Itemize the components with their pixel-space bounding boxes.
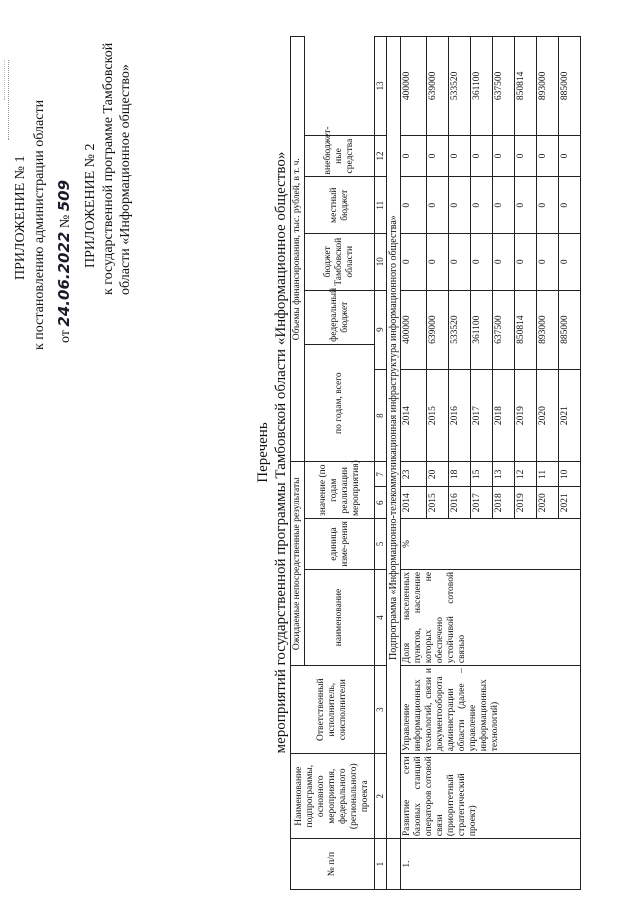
finance-regional: 0 xyxy=(537,177,559,234)
document-subtitle: мероприятий государственной программы Тамбовской области «Информационное общество» xyxy=(273,151,289,754)
result-name: Доля населенных пунктов, население которых не обеспечено устойчивой сотовой связью xyxy=(401,569,581,665)
header-value-by-years: значение (по годам реализации мероприятия) xyxy=(305,462,375,519)
column-number: 1 xyxy=(375,839,387,890)
finance-year: 2014 xyxy=(401,369,427,462)
result-value: 11 xyxy=(537,462,559,487)
finance-federal: 0 xyxy=(401,234,427,291)
finance-local: 0 xyxy=(493,135,515,177)
finance-total: 361100 xyxy=(471,290,493,369)
result-value: 13 xyxy=(493,462,515,487)
column-number: 4 xyxy=(375,569,387,665)
column-number-row xyxy=(375,37,387,890)
appendix2-line1: к государственной программе Тамбовской xyxy=(101,42,116,295)
finance-year: 2019 xyxy=(515,369,537,462)
finance-local: 0 xyxy=(515,135,537,177)
measure-name: Развитие сети базовых станций операторов сотовой связи (приоритетный стратегический проект) xyxy=(401,754,581,839)
finance-year: 2021 xyxy=(559,369,581,462)
column-number: 2 xyxy=(375,754,387,839)
finance-year: 2016 xyxy=(449,369,471,462)
finance-extra: 400000 xyxy=(401,37,427,136)
finance-federal: 0 xyxy=(493,234,515,291)
finance-federal: 0 xyxy=(471,234,493,291)
measure-rows xyxy=(401,37,581,890)
result-year: 2021 xyxy=(559,487,581,519)
table-row xyxy=(401,37,427,890)
row-num: 1. xyxy=(401,839,581,890)
finance-local: 0 xyxy=(559,135,581,177)
finance-total: 637500 xyxy=(493,290,515,369)
appendix2-line2: области «Информационное общество» xyxy=(118,64,133,295)
header-responsible: Ответственный исполнитель, соисполнители xyxy=(291,666,375,754)
finance-federal: 0 xyxy=(449,234,471,291)
result-year: 2014 xyxy=(401,487,427,519)
subprogram-row xyxy=(387,37,401,890)
result-year: 2015 xyxy=(427,487,449,519)
column-number: 3 xyxy=(375,666,387,754)
finance-extra: 850814 xyxy=(515,37,537,136)
document-title: Перечень xyxy=(255,422,271,483)
measures-table xyxy=(290,36,581,890)
column-number: 5 xyxy=(375,519,387,570)
header-expected-results: Ожидаемые непосредственные результаты xyxy=(291,462,305,666)
subprogram-title: Подпрограмма «Информационно-телекоммуникационная инфраструктура информационного общества» xyxy=(387,37,401,839)
finance-regional: 0 xyxy=(401,177,427,234)
appendix1-date-line xyxy=(56,180,74,343)
finance-total: 893000 xyxy=(537,290,559,369)
result-value: 10 xyxy=(559,462,581,487)
finance-regional: 0 xyxy=(493,177,515,234)
finance-regional: 0 xyxy=(515,177,537,234)
finance-local: 0 xyxy=(471,135,493,177)
result-value: 15 xyxy=(471,462,493,487)
result-year: 2016 xyxy=(449,487,471,519)
header-regional-budget: бюджет Тамбовской области xyxy=(305,234,375,291)
header-federal-budget: федеральный бюджет xyxy=(305,290,375,344)
date-prefix: от xyxy=(58,330,73,343)
finance-total: 850814 xyxy=(515,290,537,369)
result-value: 23 xyxy=(401,462,427,487)
column-number: 10 xyxy=(375,234,387,291)
result-value: 18 xyxy=(449,462,471,487)
number-sign: № xyxy=(58,214,73,229)
header-num: № п/п xyxy=(291,839,375,890)
finance-extra: 885000 xyxy=(559,37,581,136)
finance-federal: 0 xyxy=(537,234,559,291)
result-year: 2018 xyxy=(493,487,515,519)
column-number: 7 xyxy=(375,462,387,487)
scan-margin-mark xyxy=(8,60,10,140)
finance-federal: 0 xyxy=(427,234,449,291)
appendix2-title: ПРИЛОЖЕНИЕ № 2 xyxy=(83,143,98,268)
result-year: 2019 xyxy=(515,487,537,519)
result-value: 12 xyxy=(515,462,537,487)
finance-federal: 0 xyxy=(515,234,537,291)
finance-year: 2018 xyxy=(493,369,515,462)
unit: % xyxy=(401,519,581,570)
header-result-name: наименование xyxy=(305,569,375,665)
appendix1-subtitle: к постановлению администрации области xyxy=(32,99,47,350)
header-unit: единица изме-рения xyxy=(305,519,375,570)
finance-total: 639000 xyxy=(427,290,449,369)
finance-regional: 0 xyxy=(559,177,581,234)
finance-total: 885000 xyxy=(559,290,581,369)
header-financing: Объемы финансирования, тыс. рублей, в т. ч. xyxy=(291,37,305,462)
column-number: 6 xyxy=(375,487,387,519)
result-year: 2020 xyxy=(537,487,559,519)
handwritten-number: 509 xyxy=(55,179,73,212)
scan-margin-mark xyxy=(4,60,6,100)
header-extra-budget: внебюджет-ные средства xyxy=(305,135,375,177)
finance-extra: 361100 xyxy=(471,37,493,136)
responsible-executor: Управление информационных технологий, связи и документооборота администрации области (далее – управление информационных технологий) xyxy=(401,666,581,754)
finance-regional: 0 xyxy=(427,177,449,234)
appendix1-title: ПРИЛОЖЕНИЕ № 1 xyxy=(13,155,28,280)
finance-total: 400000 xyxy=(401,290,427,369)
column-number: 9 xyxy=(375,290,387,369)
finance-year: 2015 xyxy=(427,369,449,462)
finance-regional: 0 xyxy=(449,177,471,234)
column-number: 11 xyxy=(375,177,387,234)
finance-year: 2017 xyxy=(471,369,493,462)
finance-year: 2020 xyxy=(537,369,559,462)
column-number: 13 xyxy=(375,37,387,136)
result-value: 20 xyxy=(427,462,449,487)
finance-local: 0 xyxy=(427,135,449,177)
finance-extra: 637500 xyxy=(493,37,515,136)
finance-local: 0 xyxy=(537,135,559,177)
finance-local: 0 xyxy=(401,135,427,177)
finance-federal: 0 xyxy=(559,234,581,291)
finance-extra: 893000 xyxy=(537,37,559,136)
column-number: 8 xyxy=(375,369,387,462)
finance-total: 533520 xyxy=(449,290,471,369)
column-number: 12 xyxy=(375,135,387,177)
handwritten-date: 24.06.2022 xyxy=(55,231,73,327)
finance-extra: 639000 xyxy=(427,37,449,136)
result-year: 2017 xyxy=(471,487,493,519)
finance-regional: 0 xyxy=(471,177,493,234)
header-by-years-total: по годам, всего xyxy=(305,344,375,462)
finance-extra: 533520 xyxy=(449,37,471,136)
finance-local: 0 xyxy=(449,135,471,177)
header-local-budget: местный бюджет xyxy=(305,177,375,234)
header-name: Наименование подпрограммы, основного мероприятия, федерального (регионального) проекта xyxy=(291,754,375,839)
